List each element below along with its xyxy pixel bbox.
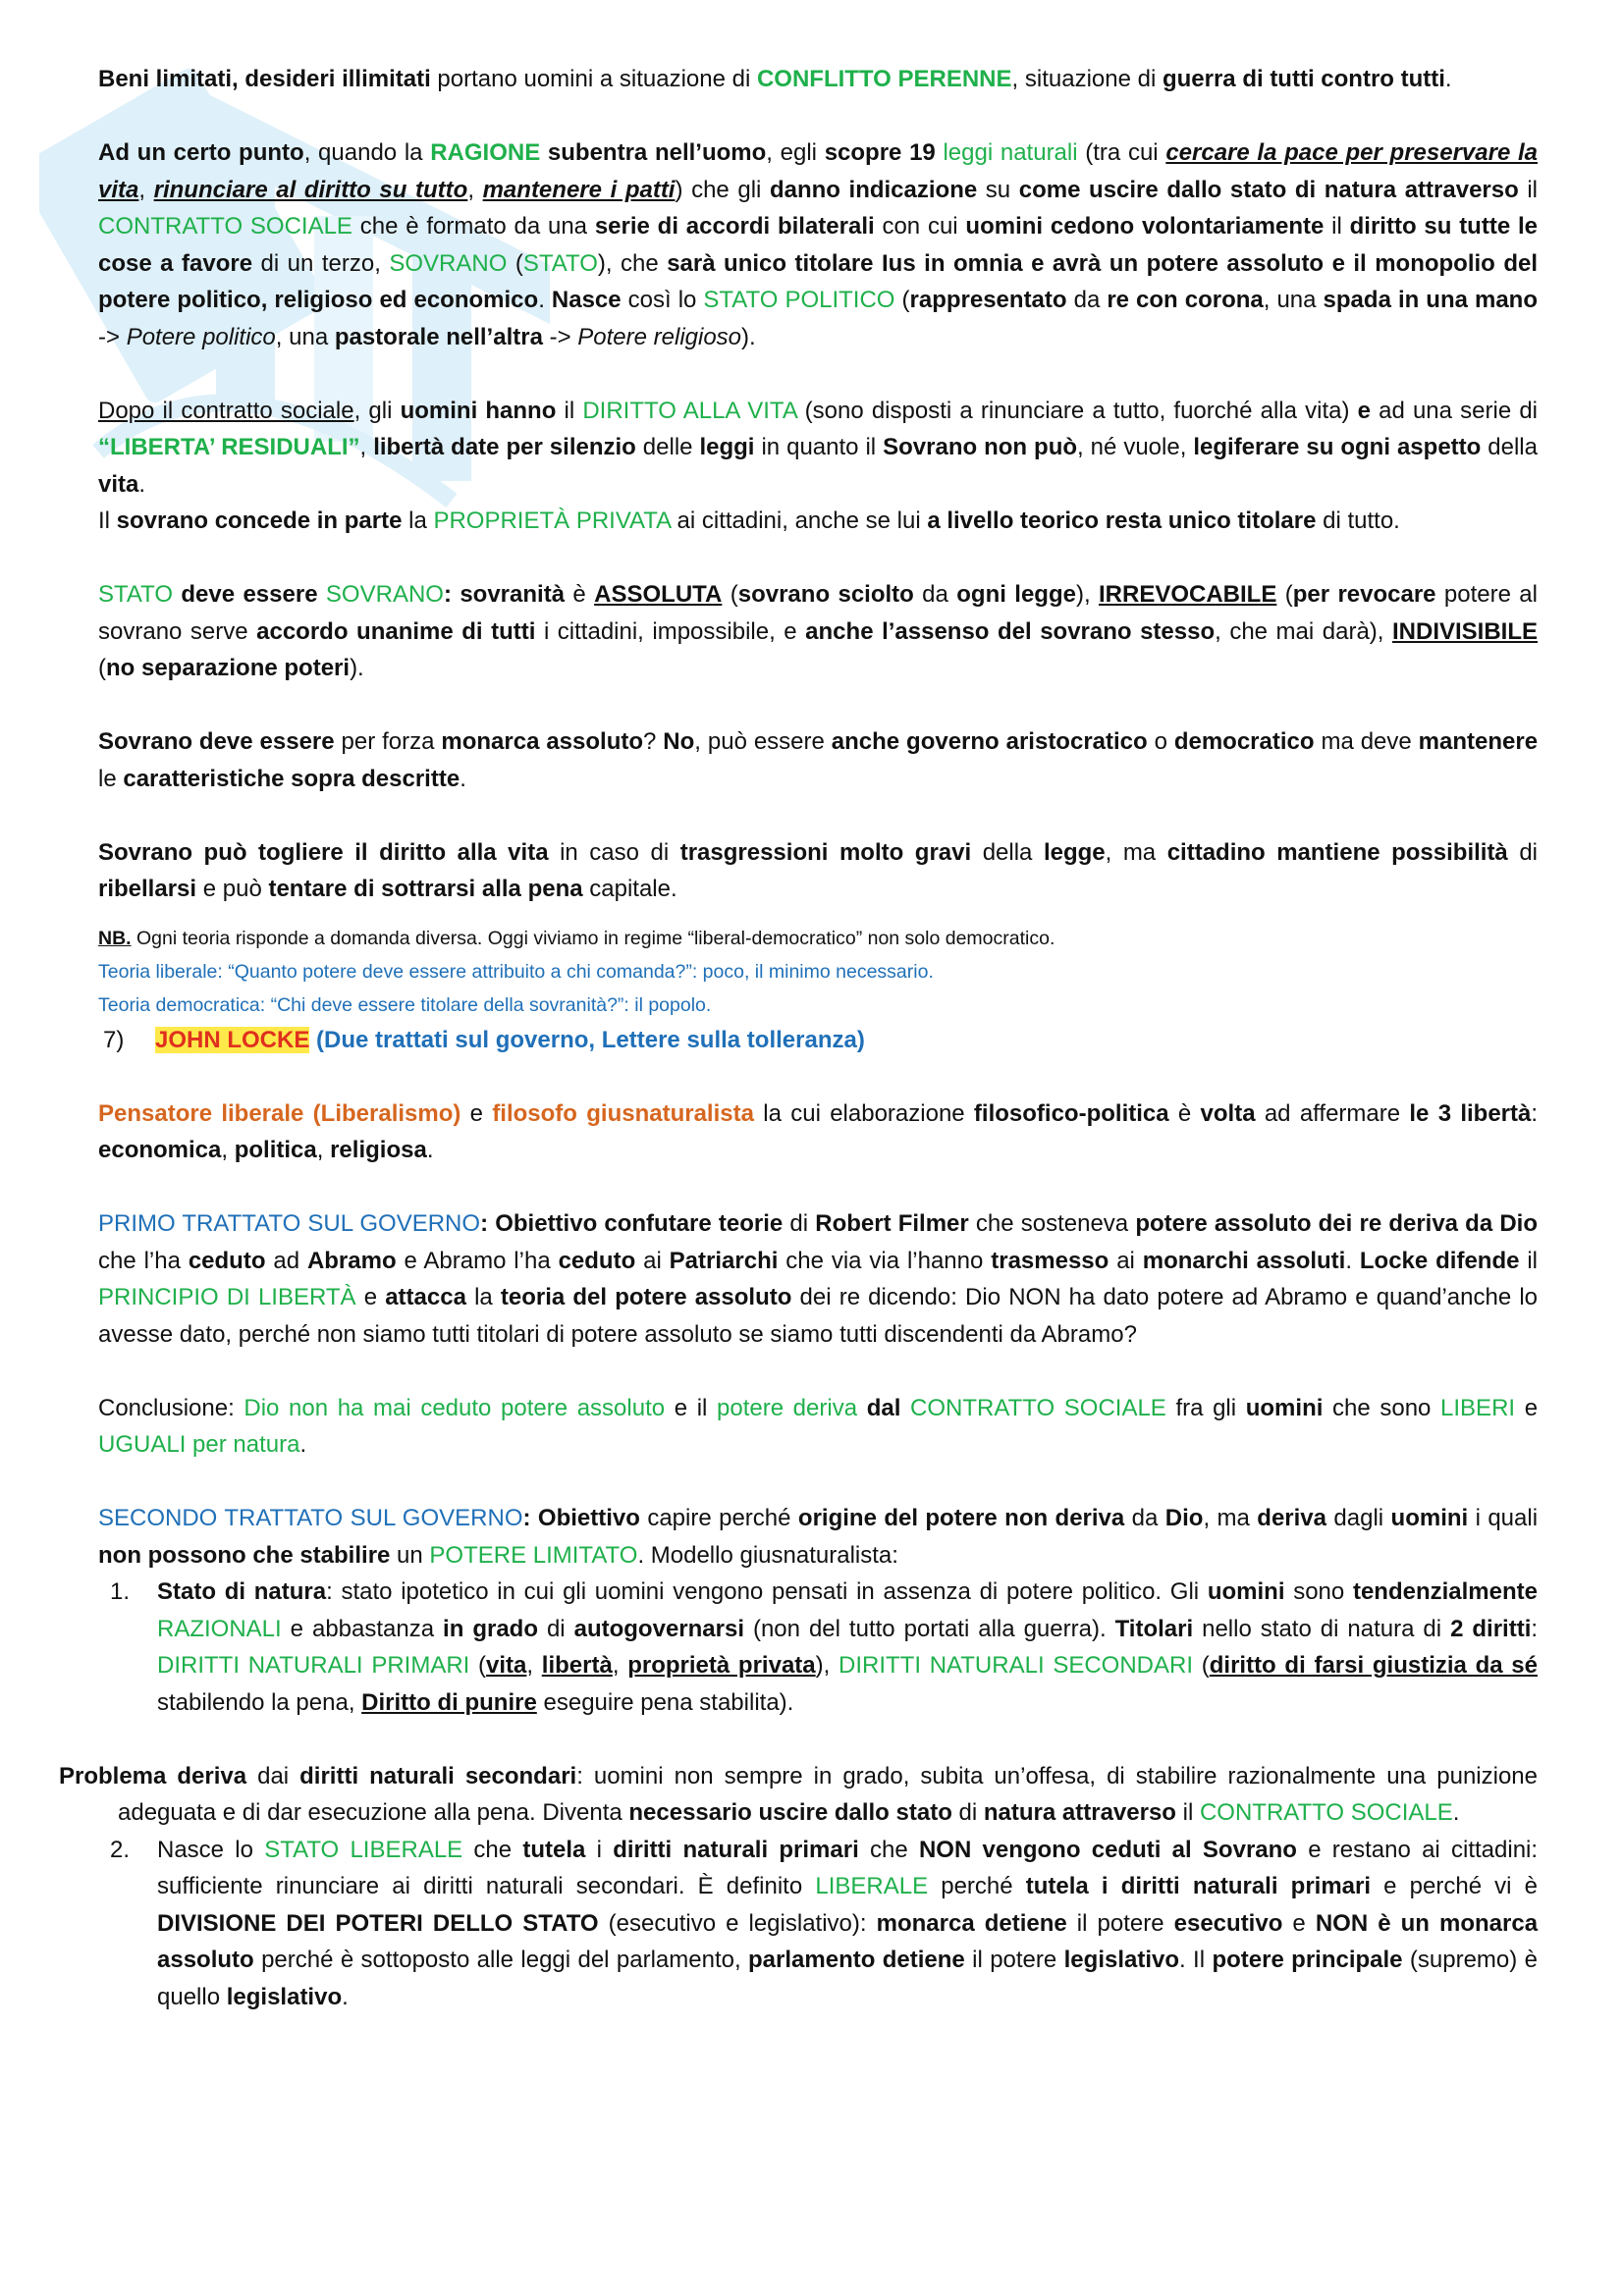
section-heading-john-locke: 7) JOHN LOCKE (Due trattati sul governo, Lettere sulla tolleranza) bbox=[103, 1026, 865, 1053]
list-item-stato-di-natura: 1. Stato di natura: stato ipotetico in cui gli uomini vengono pensati in assenza di potere politico. Gli uomini sono tendenzialmente RAZIONALI e abbastanza in grado di autogovernarsi (non del tutto portati alla guerra). Titolari nello stato di natura di 2 diritti: DIRITTI NATURALI PRIMARI (vita, libertà, proprietà privata), DIRITTI NATURALI SECONDARI (diritto di farsi giustizia da sé stabilendo la pena, Diritto di punire eseguire pena stabilita). bbox=[110, 1578, 1539, 1716]
paragraph-problema: Problema deriva dai diritti naturali secondari: uomini non sempre in grado, subita un’offesa, di stabilire razionalmente una punizione adeguata e di dar esecuzione alla pena. Diventa necessario uscire dallo stato di natura attraverso il CONTRATTO SOCIALE. bbox=[59, 1762, 1539, 1826]
teoria-democratica: Teoria democratica: “Chi deve essere titolare della sovranità?”: il popolo. bbox=[98, 993, 712, 1016]
paragraph-proprieta: Il sovrano concede in parte la PROPRIETÀ PRIVATA ai cittadini, anche se lui a livello teorico resta unico titolare di tutto. bbox=[98, 507, 1400, 534]
paragraph-conflict: Beni limitati, desideri illimitati portano uomini a situazione di CONFLITTO PERENNE, situazione di guerra di tutti contro tutti. bbox=[98, 66, 1452, 92]
paragraph-stato-sovrano: STATO deve essere SOVRANO: sovranità è ASSOLUTA (sovrano sciolto da ogni legge), IRREVOCABILE (per revocare potere al sovrano serve accordo unanime di tutti i cittadini, impossibile, e anche l’assenso del sovrano stesso, che mai darà), INDIVISIBILE (no separazione poteri). bbox=[98, 581, 1539, 681]
teoria-liberale: Teoria liberale: “Quanto potere deve essere attribuito a chi comanda?”: poco, il minimo necessario. bbox=[98, 960, 934, 983]
paragraph-conclusione: Conclusione: Dio non ha mai ceduto potere assoluto e il potere deriva dal CONTRATTO SOCIALE fra gli uomini che sono LIBERI e UGUALI per natura. bbox=[98, 1394, 1539, 1458]
list-item-stato-liberale: 2. Nasce lo STATO LIBERALE che tutela i diritti naturali primari che NON vengono ceduti al Sovrano e restano ai cittadini: sufficiente rinunciare ai diritti naturali secondari. È definito LIBERALE perché tutela i diritti naturali primari e perché vi è DIVISIONE DEI POTERI DELLO STATO (esecutivo e legislativo): monarca detiene il potere esecutivo e NON è un monarca assoluto perché è sottoposto alle leggi del parlamento, parlamento detiene il potere legislativo. Il potere principale (supremo) è quello legislativo. bbox=[110, 1836, 1539, 2010]
document-body bbox=[59, 61, 1539, 2015]
paragraph-togliere-vita: Sovrano può togliere il diritto alla vita in caso di trasgressioni molto gravi della legge, ma cittadino mantiene possibilità di ribellarsi e può tentare di sottrarsi alla pena capitale. bbox=[98, 838, 1539, 902]
nota-bene: NB. Ogni teoria risponde a domanda diversa. Oggi viviamo in regime “liberal-democratico” non solo democratico. bbox=[98, 927, 1055, 949]
paragraph-monarca: Sovrano deve essere per forza monarca assoluto? No, può essere anche governo aristocratico o democratico ma deve mantenere le caratteristiche sopra descritte. bbox=[98, 728, 1539, 792]
paragraph-ragione: Ad un certo punto, quando la RAGIONE subentra nell’uomo, egli scopre 19 leggi naturali (tra cui cercare la pace per preservare la vita, rinunciare al diritto su tutto, mantenere i patti) che gli danno indicazione su come uscire dallo stato di natura attraverso il CONTRATTO SOCIALE che è formato da una serie di accordi bilaterali con cui uomini cedono volontariamente il diritto su tutte le cose a favore di un terzo, SOVRANO (STATO), che sarà unico titolare Ius in omnia e avrà un potere assoluto e il monopolio del potere politico, religioso ed economico. Nasce così lo STATO POLITICO (rappresentato da re con corona, una spada in una mano -> Potere politico, una pastorale nell’altra -> Potere religioso). bbox=[98, 139, 1539, 350]
numbered-list-1 bbox=[98, 1574, 1538, 1721]
paragraph-secondo-trattato: SECONDO TRATTATO SUL GOVERNO: Obiettivo capire perché origine del potere non deriva da Dio, ma deriva dagli uomini i quali non possono che stabilire un POTERE LIMITATO. Modello giusnaturalista: bbox=[98, 1505, 1539, 1569]
paragraph-diritto-vita: Dopo il contratto sociale, gli uomini hanno il DIRITTO ALLA VITA (sono disposti a rinunciare a tutto, fuorché alla vita) e ad una serie di “LIBERTA’ RESIDUALI”, libertà date per silenzio delle leggi in quanto il Sovrano non può, né vuole, legiferare su ogni aspetto della vita. bbox=[98, 397, 1539, 498]
numbered-list-2 bbox=[98, 1832, 1538, 2016]
paragraph-primo-trattato: PRIMO TRATTATO SUL GOVERNO: Obiettivo confutare teorie di Robert Filmer che sosteneva potere assoluto dei re deriva da Dio che l’ha ceduto ad Abramo e Abramo l’ha ceduto ai Patriarchi che via via l’hanno trasmesso ai monarchi assoluti. Locke difende il PRINCIPIO DI LIBERTÀ e attacca la teoria del potere assoluto dei re dicendo: Dio NON ha dato potere ad Abramo e quand’anche lo avesse dato, perché non siamo tutti titolari di potere assoluto se siamo tutti discendenti da Abramo? bbox=[98, 1210, 1539, 1348]
paragraph-pensatore: Pensatore liberale (Liberalismo) e filosofo giusnaturalista la cui elaborazione filosofico-politica è volta ad affermare le 3 libertà: economica, politica, religiosa. bbox=[98, 1099, 1539, 1163]
